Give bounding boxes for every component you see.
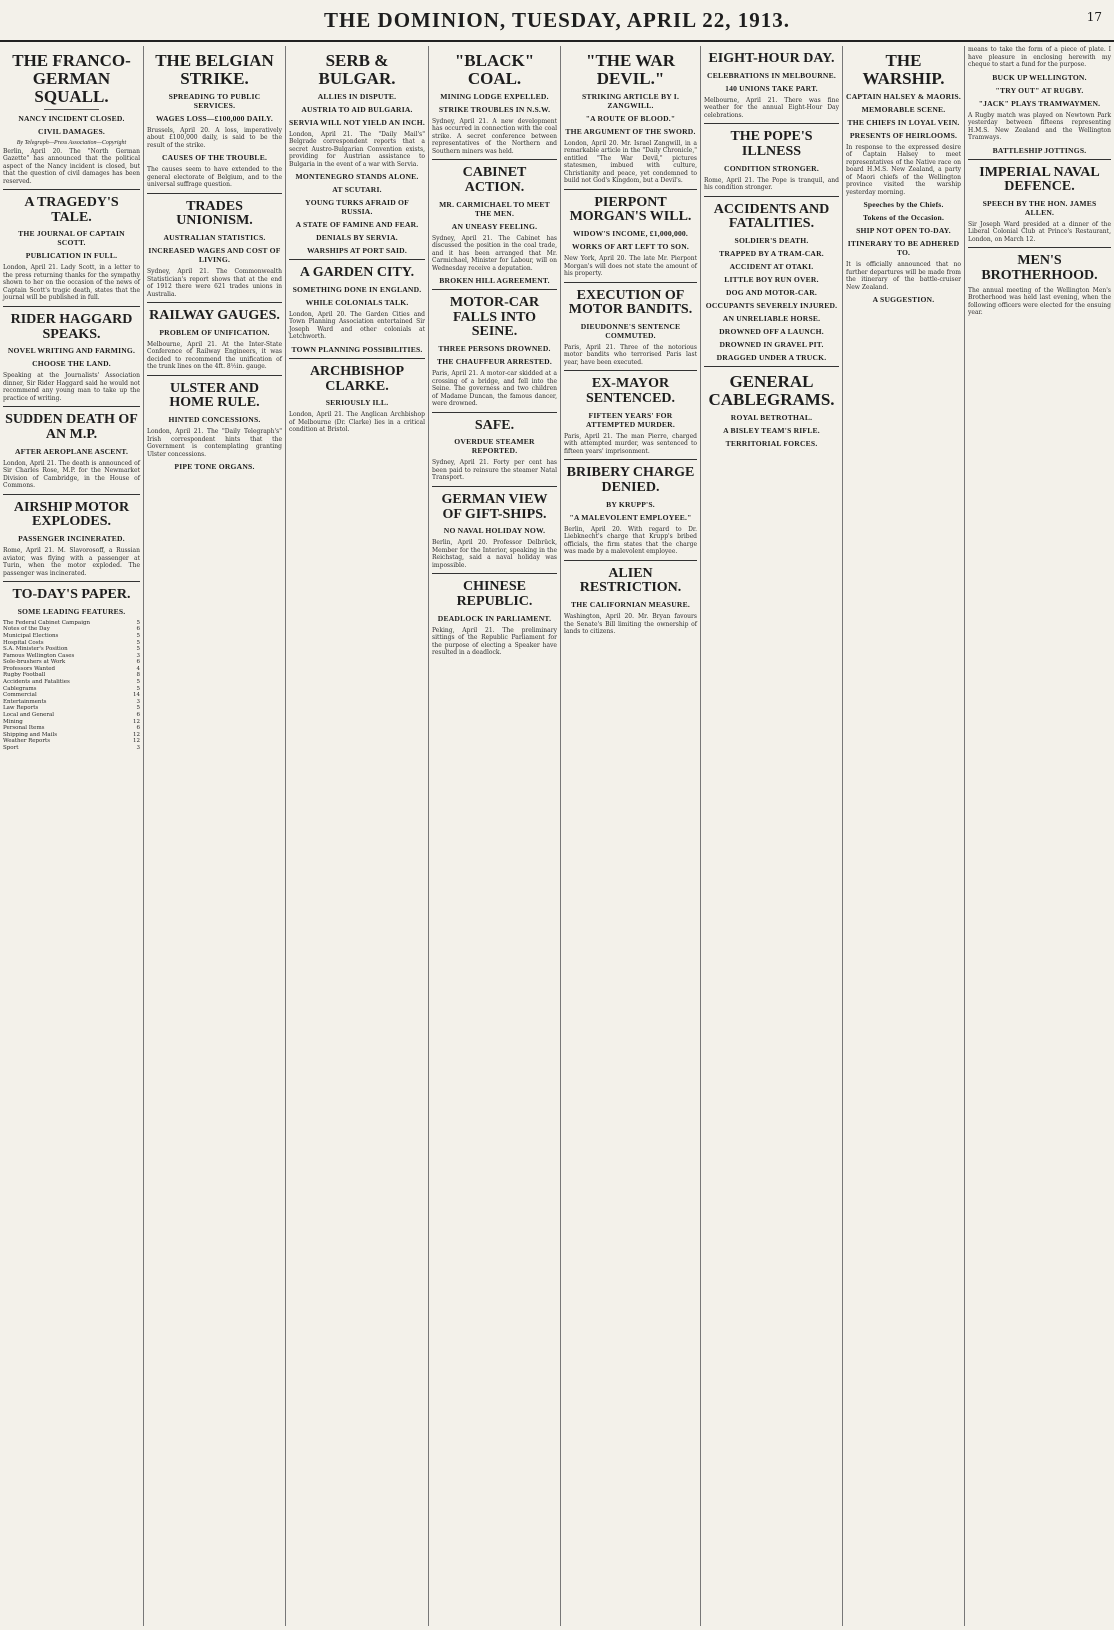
subheading: SPEECH BY THE HON. JAMES ALLEN. xyxy=(982,198,1097,217)
subheading: CAUSES OF THE TROUBLE. xyxy=(161,153,268,163)
article-text: Sydney, April 21. The Commonwealth Statistician's report shows that at the end of 1912 there were 621 trades unions in Australia. xyxy=(147,268,282,298)
headline: AIRSHIP MOTOR EXPLODES. xyxy=(13,499,130,530)
article-text: In response to the expressed desire of Captain Halsey to meet representatives of the Native race on board H.M.S. New Zealand, a party of Maori chiefs of the Wellington province visited the warship yesterday morning. xyxy=(846,143,961,196)
column-8 xyxy=(964,46,1114,1626)
contents-item-page: 12 xyxy=(133,718,140,725)
article-text: Peking, April 21. The preliminary sittings of the Republic Parliament for the purpose of electing a Speaker have resulted in a deadlock. xyxy=(432,626,557,657)
subheading: OCCUPANTS SEVERELY INJURED. xyxy=(705,300,838,310)
article-text: London, April 21. The Anglican Archbishop of Melbourne (Dr. Clarke) lies in a critical condition at Bristol. xyxy=(289,411,425,434)
contents-item-page: 5 xyxy=(136,639,140,646)
article-text: Sydney, April 21. A new development has occurred in connection with the coal strike. A secret conference between representatives of the Northern and Southern miners was held. xyxy=(432,117,557,155)
subheading: BUCK UP WELLINGTON. xyxy=(992,72,1087,82)
subheading: THE CHAUFFEUR ARRESTED. xyxy=(437,357,552,367)
article-text: A Rugby match was played on Newtown Park yesterday between fifteens representing H.M.S. New Zealand and the Wellington Tramways. xyxy=(968,111,1111,141)
divider xyxy=(432,486,557,487)
subheading: AT SCUTARI. xyxy=(332,185,382,195)
article-text: It is officially announced that no further departures will be made from the itinerary of the battle-cruiser New Zealand. xyxy=(846,261,961,291)
subheading: HINTED CONCESSIONS. xyxy=(168,415,261,425)
article-text: Washington, April 20. Mr. Bryan favours the Senate's Bill limiting the ownership of lands to citizens. xyxy=(564,613,697,636)
headline: IMPERIAL NAVAL DEFENCE. xyxy=(979,164,1100,195)
divider xyxy=(704,366,839,367)
article-text: Rome, April 21. The Pope is tranquil, and his condition stronger. xyxy=(704,176,839,192)
subheading: NOVEL WRITING AND FARMING. xyxy=(7,346,136,356)
article-text: means to take the form of a piece of plate. I have pleasure in enclosing herewith my cheque to start a fund for the purpose. xyxy=(968,46,1111,68)
subheading: LITTLE BOY RUN OVER. xyxy=(724,274,819,284)
contents-item-label: Notes of the Day xyxy=(3,626,50,633)
headline: A TRAGEDY'S TALE. xyxy=(24,195,119,225)
divider xyxy=(3,581,140,582)
divider xyxy=(147,302,282,303)
contents-item-page: 5 xyxy=(136,679,140,686)
subheading: CAPTAIN HALSEY & MAORIS. xyxy=(846,91,961,101)
article-text: Rome, April 21. M. Slavorosoff, a Russian aviator, was flying with a passenger at Turin, when the motor exploded. The passenger was incinerated. xyxy=(3,547,140,577)
subheading: WARSHIPS AT PORT SAID. xyxy=(307,246,407,256)
subheading: PROBLEM OF UNIFICATION. xyxy=(159,327,270,337)
contents-item-page: 5 xyxy=(136,619,140,626)
subheading: PIPE TONE ORGANS. xyxy=(174,462,255,472)
subheading: CIVIL DAMAGES. xyxy=(38,126,105,136)
article-text: The causes seem to have extended to the general electorate of Belgium, and to the universal suffrage question. xyxy=(147,166,282,189)
contents-item-page: 5 xyxy=(136,705,140,712)
contents-list xyxy=(3,620,140,752)
divider xyxy=(289,259,425,260)
subheading: STRIKING ARTICLE BY I. ZANGWILL. xyxy=(581,91,680,110)
divider xyxy=(704,123,839,124)
subheading: SERVIA WILL NOT YIELD AN INCH. xyxy=(289,117,425,127)
subheading: AN UNRELIABLE HORSE. xyxy=(722,313,821,323)
contents-item xyxy=(3,738,140,745)
byline: By Telegraph—Press Association—Copyright xyxy=(16,139,127,146)
divider xyxy=(3,189,140,190)
subheading: DROWNED OFF A LAUNCH. xyxy=(719,326,824,336)
headline: SUDDEN DEATH OF AN M.P. xyxy=(5,412,138,442)
headline: ULSTER AND HOME RULE. xyxy=(169,380,260,411)
divider xyxy=(432,412,557,413)
subheading: SOME LEADING FEATURES. xyxy=(17,606,126,616)
subheading: CONDITION STRONGER. xyxy=(724,163,819,173)
headline: GENERAL CABLEGRAMS. xyxy=(708,371,835,409)
subheading: DRAGGED UNDER A TRUCK. xyxy=(716,352,827,362)
subheading: THE JOURNAL OF CAPTAIN SCOTT. xyxy=(18,229,125,248)
subheading: INCREASED WAGES AND COST OF LIVING. xyxy=(148,246,281,265)
divider xyxy=(968,159,1111,160)
article-text: Sydney, April 21. The Cabinet has discussed the position in the coal trade, and it has been arranged that Mr. Carmichael, Minister for Labour, will on Wednesday receive a deputation. xyxy=(432,234,557,272)
contents-item xyxy=(3,666,140,673)
subheading: MR. CARMICHAEL TO MEET THE MEN. xyxy=(439,199,550,218)
subheading: A BISLEY TEAM'S RIFLE. xyxy=(723,425,820,435)
subheading: OVERDUE STEAMER REPORTED. xyxy=(454,437,535,456)
contents-item xyxy=(3,712,140,719)
headline: "BLACK" COAL. xyxy=(454,51,535,88)
contents-item-label: Commercial xyxy=(3,692,37,699)
column-1 xyxy=(0,46,143,1626)
subheading: AN UNEASY FEELING. xyxy=(451,221,538,231)
subheading: SHIP NOT OPEN TO-DAY. xyxy=(856,226,951,236)
subheading: ITINERARY TO BE ADHERED TO. xyxy=(847,239,960,258)
subheading: NO NAVAL HOLIDAY NOW. xyxy=(443,526,546,536)
subheading: STRIKE TROUBLES IN N.S.W. xyxy=(438,104,551,114)
subheading: ROYAL BETROTHAL. xyxy=(730,412,813,422)
contents-item-page: 3 xyxy=(136,652,140,659)
column-6 xyxy=(700,46,842,1626)
article-text: Paris, April 21. Three of the notorious motor bandits who terrorised Paris last year, have been executed. xyxy=(564,343,697,366)
subheading: DENIALS BY SERVIA. xyxy=(316,233,398,243)
contents-item-page: 5 xyxy=(136,646,140,653)
contents-item-page: 12 xyxy=(133,738,140,745)
contents-item-label: Personal Items xyxy=(3,725,45,732)
article-text: London, April 21. The "Daily Mail's" Belgrade correspondent reports that a secret Austro-Bulgarian Convention exists, providing for Austrian assistance to Bulgaria in the event of a war with Servia. xyxy=(289,130,425,168)
headline: RIDER HAGGARD SPEAKS. xyxy=(10,311,133,342)
article-text: The annual meeting of the Wellington Men's Brotherhood was held last evening, when the following officers were elected for the ensuing year. xyxy=(968,286,1111,317)
subheading: SOMETHING DONE IN ENGLAND. xyxy=(292,284,422,294)
subheading: SERIOUSLY ILL. xyxy=(325,398,389,408)
subheading: MONTENEGRO STANDS ALONE. xyxy=(295,172,419,182)
subheading: BATTLESHIP JOTTINGS. xyxy=(992,145,1087,155)
subheading: TERRITORIAL FORCES. xyxy=(725,438,818,448)
contents-item-page: 14 xyxy=(133,692,140,699)
subheading: THE CALIFORNIAN MEASURE. xyxy=(571,600,690,610)
headline: TRADES UNIONISM. xyxy=(176,198,253,229)
article-text: Berlin, April 20. The "North German Gazette" has announced that the political aspect of the Nancy incident is closed, but that the question of civil damages has been reserved. xyxy=(3,147,140,185)
subheading: FIFTEEN YEARS' FOR ATTEMPTED MURDER. xyxy=(586,410,675,429)
subheading: Tokens of the Occasion. xyxy=(862,213,945,223)
article-text: Berlin, April 20. Professor Delbrück, Member for the Interior, speaking in the Reichstag, said a naval holiday was impossible. xyxy=(432,539,557,569)
contents-item-page: 5 xyxy=(136,685,140,692)
subheading: THREE PERSONS DROWNED. xyxy=(438,344,551,354)
headline: PIERPONT MORGAN'S WILL. xyxy=(569,194,692,225)
subheading: DROWNED IN GRAVEL PIT. xyxy=(719,339,824,349)
subheading: WAGES LOSS—£100,000 DAILY. xyxy=(156,113,273,123)
headline: SERB & BULGAR. xyxy=(318,51,396,88)
headline: EX-MAYOR SENTENCED. xyxy=(585,376,676,407)
contents-item xyxy=(3,646,140,653)
divider xyxy=(564,282,697,283)
masthead-title: THE DOMINION, TUESDAY, APRIL 22, 1913. xyxy=(323,8,791,32)
subheading: SOLDIER'S DEATH. xyxy=(734,235,809,245)
contents-item-page: 8 xyxy=(136,672,140,679)
headline: ARCHBISHOP CLARKE. xyxy=(309,363,405,394)
contents-item-label: Cablegrams xyxy=(3,685,37,692)
subheading: AFTER AEROPLANE ASCENT. xyxy=(14,446,129,456)
article-text: Berlin, April 20. With regard to Dr. Liebknecht's charge that Krupp's bribed officials, the firm states that the charge was made by a malevolent employee. xyxy=(564,525,697,556)
divider xyxy=(289,358,425,359)
article-text: Melbourne, April 21. At the Inter-State Conference of Railway Engineers, it was decided to recommend the unification of the trunk lines on the 4ft. 8½in. gauge. xyxy=(147,340,282,371)
subheading: WHILE COLONIALS TALK. xyxy=(305,297,409,307)
contents-item xyxy=(3,659,140,666)
article-text: New York, April 20. The late Mr. Pierpont Morgan's will does not state the amount of his property. xyxy=(564,255,697,278)
divider xyxy=(432,289,557,290)
divider xyxy=(432,573,557,574)
contents-item xyxy=(3,692,140,699)
headline: CABINET ACTION. xyxy=(462,165,527,195)
subheading: TRAPPED BY A TRAM-CAR. xyxy=(719,248,824,258)
headline: EXECUTION OF MOTOR BANDITS. xyxy=(568,287,693,318)
headline: GERMAN VIEW OF GIFT-SHIPS. xyxy=(441,491,548,522)
subheading: SPREADING TO PUBLIC SERVICES. xyxy=(168,91,261,110)
contents-item-page: 6 xyxy=(136,659,140,666)
article-text: Speaking at the Journalists' Association dinner, Sir Rider Haggard said he would not recommend any young man to take up the practice of writing. xyxy=(3,372,140,402)
contents-item-label: Entertainments xyxy=(3,698,47,705)
subheading: WORKS OF ART LEFT TO SON. xyxy=(572,242,689,252)
subheading: PASSENGER INCINERATED. xyxy=(18,534,125,544)
contents-item-label: S.A. Minister's Position xyxy=(3,646,68,653)
headline: A GARDEN CITY. xyxy=(299,265,415,281)
contents-item xyxy=(3,745,140,752)
subheading: THE ARGUMENT OF THE SWORD. xyxy=(565,126,696,136)
contents-item xyxy=(3,725,140,732)
subheading: Speeches by the Chiefs. xyxy=(863,200,944,210)
headline: THE FRANCO-GERMAN SQUALL. xyxy=(12,51,131,106)
contents-item xyxy=(3,626,140,633)
subheading: MEMORABLE SCENE. xyxy=(861,104,946,114)
headline: ACCIDENTS AND FATALITIES. xyxy=(713,201,830,232)
page-number: 17 xyxy=(1086,10,1102,24)
headline: CHINESE REPUBLIC. xyxy=(456,579,533,609)
divider xyxy=(968,247,1111,248)
subheading: DIEUDONNE'S SENTENCE COMMUTED. xyxy=(580,321,681,340)
contents-item-label: Local and General xyxy=(3,712,55,719)
contents-item-page: 12 xyxy=(133,731,140,738)
divider xyxy=(3,406,140,407)
subheading: "A ROUTE OF BLOOD." xyxy=(585,113,676,123)
headline: TO-DAY'S PAPER. xyxy=(12,587,131,603)
column-7 xyxy=(842,46,964,1626)
article-text: Paris, April 21. A motor-car skidded at a crossing of a bridge, and fell into the Seine. The governess and two children of Madame Duncan, the famous dancer, were drowned. xyxy=(432,370,557,408)
contents-item-label: Hospital Costs xyxy=(3,639,44,646)
contents-item-label: Professors Wanted xyxy=(3,665,56,672)
divider xyxy=(432,159,557,160)
contents-item-label: Sport xyxy=(3,745,19,751)
headline: THE WARSHIP. xyxy=(862,51,945,88)
contents-item xyxy=(3,640,140,647)
article-text: London, April 21. The death is announced of Sir Charles Rose, M.P. for the Newmarket Division of Cambridge, in the House of Commons. xyxy=(3,459,140,490)
contents-item-label: Sole-brushers at Work xyxy=(3,659,66,666)
divider xyxy=(44,109,99,110)
headline: THE BELGIAN STRIKE. xyxy=(155,51,274,88)
subheading: TOWN PLANNING POSSIBILITIES. xyxy=(291,344,423,354)
headline: MOTOR-CAR FALLS INTO SEINE. xyxy=(449,295,540,340)
headline: RAILWAY GAUGES. xyxy=(149,308,280,324)
contents-item xyxy=(3,705,140,712)
subheading: CELEBRATIONS IN MELBOURNE. xyxy=(707,70,836,80)
headline: BRIBERY CHARGE DENIED. xyxy=(566,465,695,495)
article-text: Sir Joseph Ward presided at a dinner of the Liberal Colonial Club at Prince's Restaurant, London, on March 12. xyxy=(968,220,1111,243)
column-4 xyxy=(428,46,560,1626)
divider xyxy=(564,370,697,371)
article-text: Melbourne, April 21. There was fine weather for the annual Eight-Hour Day celebrations. xyxy=(704,96,839,119)
contents-item xyxy=(3,633,140,640)
headline: MEN'S BROTHERHOOD. xyxy=(981,253,1098,284)
headline: SAFE. xyxy=(474,417,515,433)
article-text: London, April 20. Mr. Israel Zangwill, in a remarkable article in the "Daily Chronicle," entitled "The War Devil," pictures statesmen, imbued with culture, Christianity and peace, yet condemned to build not God's Kingdom, but a Devil's. xyxy=(564,139,697,185)
column-2 xyxy=(143,46,285,1626)
column-3 xyxy=(285,46,428,1626)
contents-item-page: 3 xyxy=(136,698,140,705)
contents-item-label: Law Reports xyxy=(3,705,39,712)
contents-item xyxy=(3,620,140,627)
subheading: "A MALEVOLENT EMPLOYEE." xyxy=(569,512,692,522)
contents-item xyxy=(3,719,140,726)
contents-item-page: 6 xyxy=(136,626,140,633)
contents-item-label: The Federal Cabinet Campaign xyxy=(3,619,91,626)
subheading: MINING LODGE EXPELLED. xyxy=(440,91,549,101)
article-text: London, April 20. The Garden Cities and Town Planning Association entertained Sir Joseph Ward and other colonials at Letchworth. xyxy=(289,310,425,341)
divider xyxy=(704,196,839,197)
article-text: Sydney, April 21. Forty per cent has been paid to reinsure the steamer Natal Transport. xyxy=(432,459,557,482)
subheading: YOUNG TURKS AFRAID OF RUSSIA. xyxy=(305,198,409,217)
contents-item xyxy=(3,653,140,660)
article-text: Paris, April 21. The man Pierre, charged with attempted murder, was sentenced to fifteen years' imprisonment. xyxy=(564,432,697,455)
article-text: Brussels, April 20. A loss, imperatively about £100,000 daily, is said to be the result of the strike. xyxy=(147,126,282,149)
contents-item-label: Municipal Elections xyxy=(3,632,59,639)
column-5 xyxy=(560,46,700,1626)
subheading: BROKEN HILL AGREEMENT. xyxy=(439,276,550,286)
contents-item xyxy=(3,732,140,739)
contents-item-label: Rugby Football xyxy=(3,672,46,679)
headline: "THE WAR DEVIL." xyxy=(586,51,675,88)
subheading: DOG AND MOTOR-CAR. xyxy=(726,287,817,297)
contents-item-page: 6 xyxy=(136,725,140,732)
contents-item-label: Famous Wellington Cases xyxy=(3,652,75,659)
headline: EIGHT-HOUR DAY. xyxy=(708,51,835,66)
contents-item xyxy=(3,679,140,686)
subheading: NANCY INCIDENT CLOSED. xyxy=(18,113,125,123)
headline: THE POPE'S ILLNESS xyxy=(730,129,813,159)
subheading: "JACK" PLAYS TRAMWAYMEN. xyxy=(978,98,1101,108)
divider xyxy=(147,375,282,376)
divider xyxy=(147,193,282,194)
subheading: CHOOSE THE LAND. xyxy=(32,359,111,369)
headline: ALIEN RESTRICTION. xyxy=(579,565,682,596)
divider xyxy=(564,560,697,561)
subheading: DEADLOCK IN PARLIAMENT. xyxy=(437,613,552,623)
masthead xyxy=(0,0,1114,42)
contents-item-page: 5 xyxy=(136,632,140,639)
subheading: A SUGGESTION. xyxy=(872,295,935,305)
subheading: BY KRUPP'S. xyxy=(606,499,655,509)
contents-item-label: Weather Reports xyxy=(3,738,51,745)
subheading: WIDOW'S INCOME, £1,000,000. xyxy=(572,229,689,239)
divider xyxy=(564,189,697,190)
subheading: AUSTRALIAN STATISTICS. xyxy=(163,233,266,243)
article-text: London, April 21. Lady Scott, in a letter to the press returning thanks for the sympathy shown to her on the occasion of the news of Captain Scott's tragic death, states that the journal will be published in full. xyxy=(3,264,140,302)
subheading: PRESENTS OF HEIRLOOMS. xyxy=(849,130,958,140)
subheading: ACCIDENT AT OTAKI. xyxy=(729,261,814,271)
subheading: 140 UNIONS TAKE PART. xyxy=(725,83,818,93)
contents-item-label: Mining xyxy=(3,718,23,725)
contents-item-page: 3 xyxy=(136,745,140,751)
divider xyxy=(3,306,140,307)
article-text: London, April 21. The "Daily Telegraph's" Irish correspondent hints that the Government is contemplating granting Ulster concessions. xyxy=(147,428,282,458)
contents-item-page: 4 xyxy=(136,665,140,672)
contents-item xyxy=(3,686,140,693)
contents-item-label: Shipping and Mails xyxy=(3,731,58,738)
divider xyxy=(564,459,697,460)
subheading: THE CHIEFS IN LOYAL VEIN. xyxy=(847,117,960,127)
contents-item-label: Accidents and Fatalities xyxy=(3,679,70,686)
subheading: PUBLICATION IN FULL. xyxy=(25,251,118,261)
contents-item xyxy=(3,699,140,706)
contents-item-page: 6 xyxy=(136,712,140,719)
contents-item xyxy=(3,672,140,679)
subheading: A STATE OF FAMINE AND FEAR. xyxy=(295,220,419,230)
subheading: AUSTRIA TO AID BULGARIA. xyxy=(301,104,413,114)
divider xyxy=(3,494,140,495)
subheading: "TRY OUT" AT RUGBY. xyxy=(995,85,1084,95)
subheading: ALLIES IN DISPUTE. xyxy=(317,91,397,101)
